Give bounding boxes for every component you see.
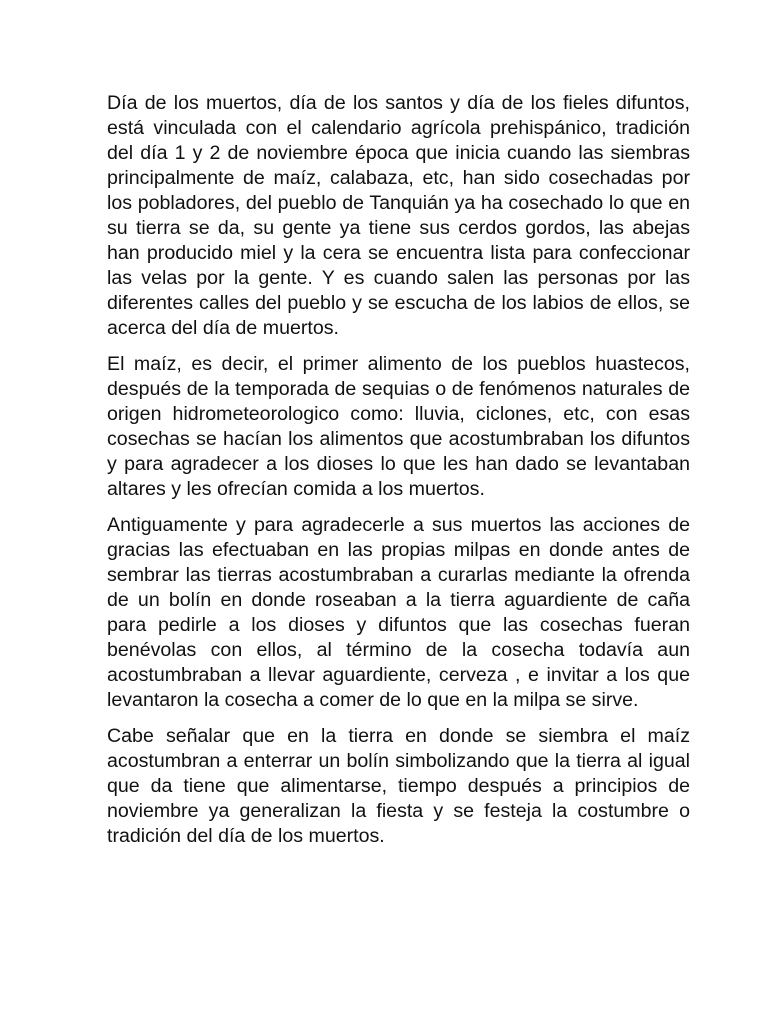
paragraph-1: Día de los muertos, día de los santos y día de los fieles difuntos, está vinculada con el calendario agrícola prehispánico, tradición del día 1 y 2 de noviembre época que inicia cuando las siembras principalmente de maíz, calabaza, etc, han sido cosechadas por los pobladores, del pueblo de Tanquián ya ha cosechado lo que en su tierra se da, su gente ya tiene sus cerdos gordos, las abejas han producido miel y la cera se encuentra lista para confeccionar las velas por la gente. Y es cuando salen las personas por las diferentes calles del pueblo y se escucha de los labios de ellos, se acerca del día de muertos. <box>107 92 690 339</box>
paragraph-4: Cabe señalar que en la tierra en donde se siembra el maíz acostumbran a enterrar un bolín simbolizando que la tierra al igual que da tiene que alimentarse, tiempo después a principios de noviembre ya generalizan la fiesta y se festeja la costumbre o tradición del día de los muertos. <box>107 725 690 847</box>
paragraph-2: El maíz, es decir, el primer alimento de los pueblos huastecos, después de la temporada de sequias o de fenómenos naturales de origen hidrometeorologico como: lluvia, ciclones, etc, con esas cosechas se hacían los alimentos que acostumbraban los difuntos y para agradecer a los dioses lo que les han dado se levantaban altares y les ofrecían comida a los muertos. <box>107 353 690 500</box>
paragraph-3: Antiguamente y para agradecerle a sus muertos las acciones de gracias las efectuaban en las propias milpas en donde antes de sembrar las tierras acostumbraban a curarlas mediante la ofrenda de un bolín en donde roseaban a la tierra aguardiente de caña para pedirle a los dioses y difuntos que las cosechas fueran benévolas con ellos, al término de la cosecha todavía aun acostumbraban a llevar aguardiente, cerveza , e invitar a los que levantaron la cosecha a comer de lo que en la milpa se sirve. <box>107 514 690 711</box>
document-body <box>107 91 690 860</box>
